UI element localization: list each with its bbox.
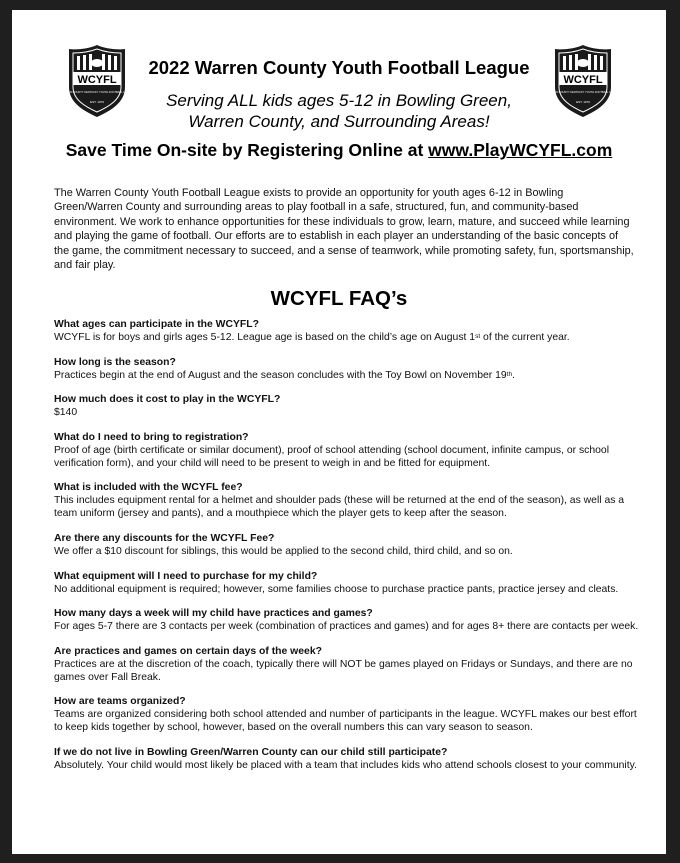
- faq-answer: [54, 369, 644, 382]
- faq-answer: [54, 331, 644, 344]
- faq-answer-text: Practices begin at the end of August and the season concludes with the Toy Bowl on November 19: [54, 369, 507, 381]
- faq-answer: Absolutely. Your child would most likely be placed with a team that includes kids who attend schools closest to your community.: [54, 759, 637, 771]
- register-text: Save Time On-site by Registering Online at: [65, 140, 429, 160]
- faq-answer-tail: .: [512, 369, 515, 381]
- faq-item: [54, 431, 644, 470]
- faq-item: [54, 481, 644, 520]
- ordinal-suffix: st: [475, 333, 481, 340]
- subtitle-line-1: Serving ALL kids ages 5-12 in Bowling Green,: [166, 91, 512, 110]
- faq-item: [54, 607, 644, 633]
- faq-question: How many days a week will my child have practices and games?: [54, 608, 373, 620]
- faq-item: [54, 695, 644, 734]
- faq-answer: Teams are organized considering both school attended and number of participants in the league. WCYFL makes our best effort to keep kids together by school, however, based on the overall numbers this can vary season to season.: [54, 709, 637, 734]
- faq-list: [54, 318, 644, 784]
- faq-question: What do I need to bring to registration?: [54, 431, 249, 443]
- faq-item: [54, 746, 644, 772]
- ordinal-suffix: th: [506, 370, 513, 378]
- faq-answer-tail: of the current year.: [480, 332, 570, 343]
- faq-answer: For ages 5-7 there are 3 contacts per week (combination of practices and games) and for ages 8+ there are contacts per week.: [54, 621, 639, 633]
- svg-text:WCYFL: WCYFL: [77, 74, 117, 86]
- faq-answer: Practices are at the discretion of the coach, typically there will NOT be games played on Fridays or Sundays, and there are no games over Fall Break.: [54, 658, 633, 683]
- svg-text:WCYFL: WCYFL: [563, 74, 603, 86]
- intro-paragraph: The Warren County Youth Football League exists to provide an opportunity for youth ages 6-12 in Bowling Green/Warren County and surrounding areas to play football in a safe, structured, fun, and community-based environment. We work to enhance opportunities for these individuals to grow, learn, mature, and succeed while learning and playing the game of football. Our efforts are to establish in each player an understanding of the basic concepts of the game, the commitment necessary to succeed, and a sense of teamwork, while promoting safety, fun, sportsmanship, and fair play.: [54, 187, 634, 272]
- faq-item: [54, 532, 644, 558]
- faq-heading: WCYFL FAQ’s: [270, 287, 408, 310]
- faq-question: Are practices and games on certain days of the week?: [54, 645, 322, 657]
- faq-question: How long is the season?: [54, 356, 176, 368]
- faq-question: What ages can participate in the WCYFL?: [54, 319, 259, 330]
- faq-answer: Proof of age (birth certificate or similar document), proof of school attending (school document, infinite campus, or school verification form), and your child will need to be present to weigh in and be fitted for equipment.: [54, 444, 610, 469]
- svg-text:WARREN COUNTY KENTUCKY YOUTH F: WARREN COUNTY KENTUCKY YOUTH FOOTBALL LEAGUE: [546, 91, 620, 94]
- faq-item: [54, 393, 644, 419]
- svg-text:WARREN COUNTY KENTUCKY YOUTH F: WARREN COUNTY KENTUCKY YOUTH FOOTBALL LEAGUE: [60, 91, 134, 94]
- faq-question: How much does it cost to play in the WCYFL?: [54, 394, 281, 406]
- faq-question: What is included with the WCYFL fee?: [54, 482, 243, 494]
- faq-answer: $140: [54, 407, 78, 419]
- document-page: [12, 10, 666, 854]
- faq-answer: No additional equipment is required; however, some families choose to purchase practice pants, practice jersey and cleats.: [54, 583, 619, 595]
- faq-question: How are teams organized?: [54, 696, 186, 708]
- faq-question: If we do not live in Bowling Green/Warren County can our child still participate?: [54, 746, 448, 758]
- register-link[interactable]: www.PlayWCYFL.com: [428, 140, 613, 160]
- faq-item: [54, 318, 644, 344]
- page-title: 2022 Warren County Youth Football League: [148, 57, 530, 78]
- faq-question: What equipment will I need to purchase for my child?: [54, 570, 318, 582]
- svg-text:EST. 1979: EST. 1979: [576, 100, 590, 104]
- page-subtitle: [12, 90, 666, 132]
- faq-item: [54, 356, 644, 382]
- faq-answer-text: WCYFL is for boys and girls ages 5-12. League age is based on the child’s age on August 1: [54, 332, 476, 343]
- subtitle-line-2: Warren County, and Surrounding Areas!: [188, 112, 490, 131]
- svg-text:EST. 1979: EST. 1979: [90, 100, 104, 104]
- register-banner: [12, 140, 666, 161]
- faq-answer: This includes equipment rental for a helmet and shoulder pads (these will be returned at the end of the season), as well as a team uniform (jersey and pants), and a mouthpiece which the player gets to keep after the season.: [54, 495, 625, 520]
- faq-item: [54, 570, 644, 596]
- faq-question: Are there any discounts for the WCYFL Fee?: [54, 532, 275, 544]
- faq-item: [54, 645, 644, 684]
- faq-answer: We offer a $10 discount for siblings, this would be applied to the second child, third child, and so on.: [54, 545, 513, 557]
